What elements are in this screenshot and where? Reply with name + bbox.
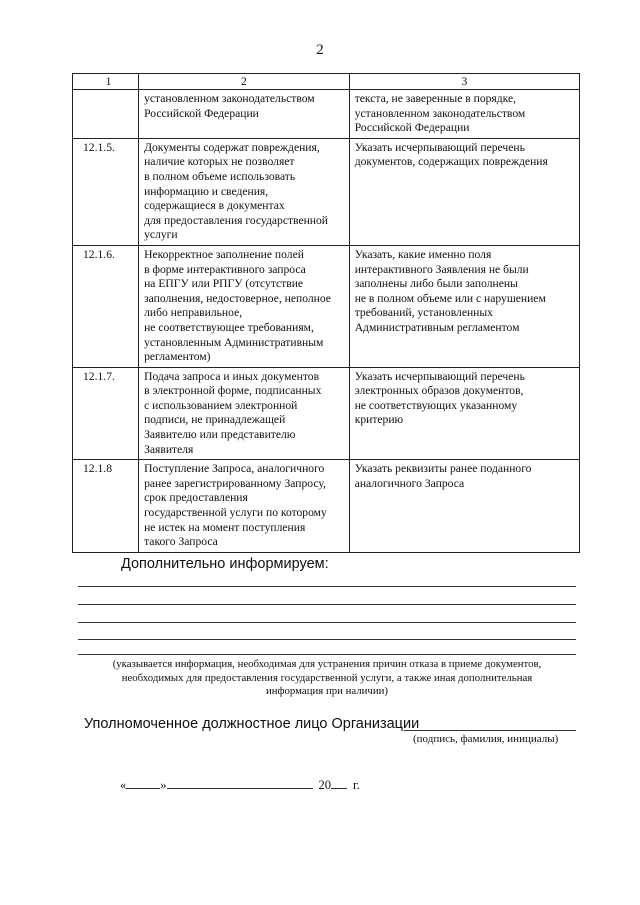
page-number: 2 [316, 42, 324, 58]
row-code [73, 138, 139, 245]
row-reason-text: Документы содержат повреждения, наличие которых не позволяет в полном объеме использовать информацию и сведения, содержащиеся в документах для предоставления государственной услуги [144, 140, 329, 242]
row-explanation [349, 460, 579, 553]
day-field[interactable] [126, 775, 160, 789]
row-explanation-text: Указать, какие именно поля интерактивного Заявления не были заполнены либо были заполнены не в полном объеме или с нарушением требований, установленных Административным регламентом [354, 247, 546, 334]
row-reason [139, 245, 350, 367]
row-code [73, 90, 139, 139]
refusal-reasons-table [72, 73, 580, 553]
column-header-3: 3 [349, 74, 579, 90]
row-reason-text: установленном законодательством Российской Федерации [144, 92, 315, 120]
row-explanation [349, 367, 579, 460]
row-explanation-text: текста, не заверенные в порядке, установленном законодательством Российской Федерации [354, 92, 526, 135]
table-row [73, 90, 580, 139]
row-reason [139, 138, 350, 245]
additional-info-heading: Дополнительно информируем: [121, 556, 329, 572]
row-code-text: 12.1.8 [83, 462, 112, 476]
column-header-2: 2 [139, 74, 350, 90]
row-code-text: 12.1.6. [83, 247, 115, 261]
row-code [73, 367, 139, 460]
row-code-text: 12.1.5. [83, 140, 115, 154]
row-explanation-text: Указать реквизиты ранее поданного аналогичного Запроса [354, 462, 532, 490]
year-field[interactable] [331, 775, 347, 789]
year-suffix: г. [353, 778, 360, 792]
month-field[interactable] [167, 775, 313, 789]
row-reason-text: Подача запроса и иных документов в электронной форме, подписанных с использованием электронной подписи, не принадлежащей Заявителю или представителю Заявителя [144, 369, 322, 456]
column-header-1: 1 [73, 74, 139, 90]
additional-info-line[interactable] [78, 604, 576, 605]
additional-info-line[interactable] [78, 622, 576, 623]
additional-info-line[interactable] [78, 654, 576, 655]
row-code [73, 245, 139, 367]
table-row [73, 460, 580, 553]
authorized-official-label: Уполномоченное должностное лицо Организации [84, 716, 420, 732]
row-code-text: 12.1.7. [83, 369, 115, 383]
additional-info-note: (указывается информация, необходимая для устранения причин отказа в приеме документов, необходимых для предоставления государственной услуги, а также иная дополнительная информация при наличии) [112, 658, 542, 697]
additional-info-line[interactable] [78, 586, 576, 587]
date-field [120, 775, 360, 793]
row-reason-text: Поступление Запроса, аналогичного ранее зарегистрированному Запросу, срок предоставления государственной услуги по которому не истек на момент поступления такого Запроса [144, 462, 327, 549]
row-reason [139, 367, 350, 460]
row-explanation [349, 245, 579, 367]
date-close-quote: » [160, 778, 167, 792]
additional-info-line[interactable] [78, 639, 576, 640]
row-explanation [349, 90, 579, 139]
row-explanation [349, 138, 579, 245]
table-row [73, 138, 580, 245]
table-row [73, 367, 580, 460]
date-open-quote: « [120, 778, 127, 792]
signature-caption: (подпись, фамилия, инициалы) [413, 733, 559, 745]
table-header-row [73, 74, 580, 90]
row-explanation-text: Указать исчерпывающий перечень документов, содержащих повреждения [354, 140, 548, 169]
row-reason [139, 90, 350, 139]
row-explanation-text: Указать исчерпывающий перечень электронных образов документов, не соответствующих указанному критерию [354, 369, 525, 427]
year-prefix: 20 [318, 778, 331, 792]
table-row [73, 245, 580, 367]
row-reason-text: Некорректное заполнение полей в форме интерактивного запроса на ЕПГУ или РПГУ (отсутствие заполнения, недостоверное, неполное либо неправильное, не соответствующее требованиям, установленным Административным регламентом) [144, 247, 331, 364]
signature-field[interactable] [404, 730, 576, 731]
row-reason [139, 460, 350, 553]
row-code [73, 460, 139, 553]
